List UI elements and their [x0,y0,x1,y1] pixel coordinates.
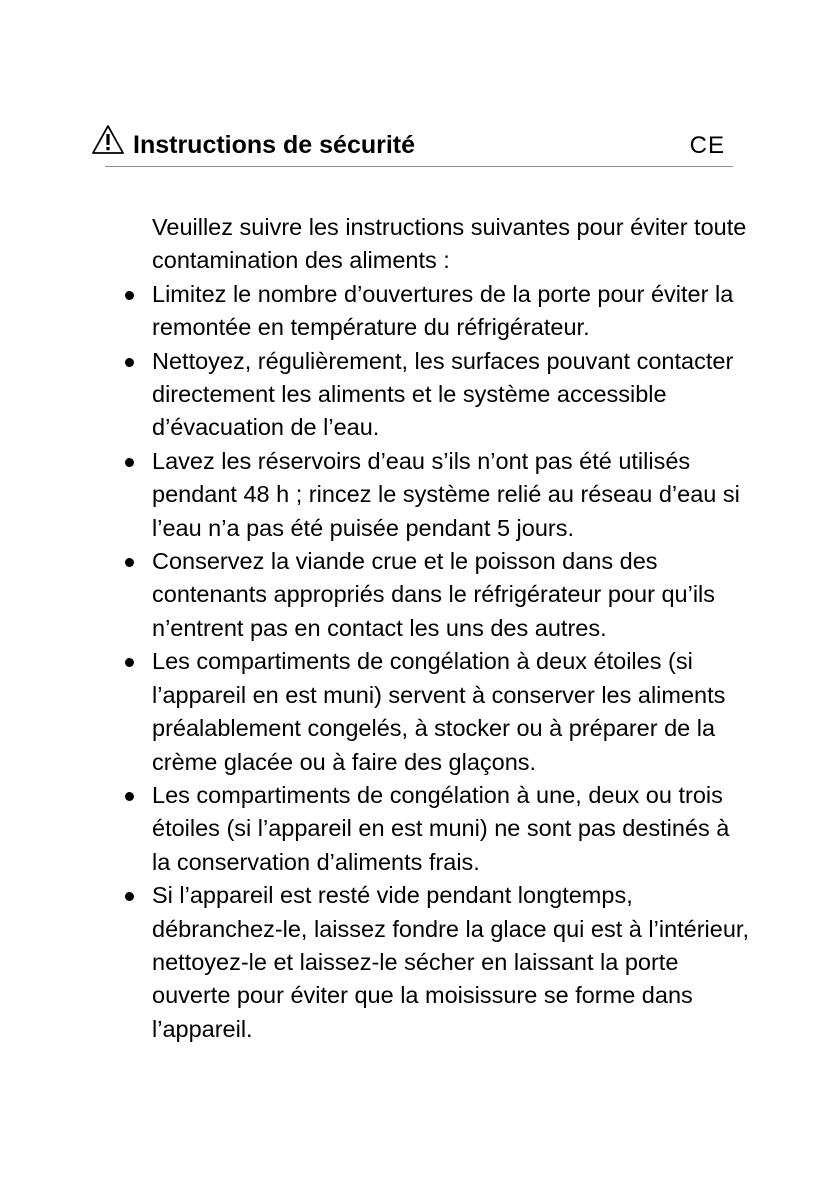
list-item [152,779,752,879]
instructions-body [152,211,752,1046]
list-item [152,445,752,545]
list-item-text: Les compartiments de congélation à deux étoiles (si l’appareil en est muni) servent à conserver les aliments préalablement congelés, à stocker ou à préparer de la crème glacée ou à faire des glaçons. [152,648,726,775]
bullet-icon [125,892,134,901]
list-item-text: Les compartiments de congélation à une, deux ou trois étoiles (si l’appareil en est muni) ne sont pas destinés à la conservation d’aliments frais. [152,781,730,875]
list-item-text: Nettoyez, régulièrement, les surfaces pouvant contacter directement les aliments et le système accessible d’évacuation de l’eau. [152,347,734,441]
bullet-icon [125,792,134,801]
bullet-icon [125,291,134,300]
list-item [152,278,752,345]
list-item [152,345,752,445]
section-header [105,124,733,167]
intro-text: Veuillez suivre les instructions suivantes pour éviter toute contamination des aliments : [152,214,747,274]
list-item-text: Conservez la viande crue et le poisson dans des contenants appropriés dans le réfrigérateur pour qu’ils n’entrent pas en contact les uns des autres. [152,548,716,641]
page-title: Instructions de sécurité [133,131,416,159]
list-item-text: Lavez les réservoirs d’eau s’ils n’ont pas été utilisés pendant 48 h ; rincez le système relié au réseau d’eau si l’eau n’a pas été puisée pendant 5 jours. [152,447,740,541]
instruction-list [152,278,752,1046]
list-item [152,545,752,645]
list-item-text: Si l’appareil est resté vide pendant longtemps, débranchez-le, laissez fondre la glace qui est à l’intérieur, nettoyez-le et laissez-le sécher en laissant la porte ouverte pour éviter que la moisissure se forme dans l’appareil. [152,882,749,1042]
list-item-text: Limitez le nombre d’ouvertures de la porte pour éviter la remontée en température du réfrigérateur. [152,280,734,341]
ce-mark: CE [689,132,725,159]
bullet-icon [125,458,134,467]
bullet-icon [125,658,134,667]
warning-icon [91,124,125,156]
bullet-icon [125,558,134,567]
bullet-icon [125,358,134,367]
list-item [152,879,752,1046]
list-item [152,645,752,779]
